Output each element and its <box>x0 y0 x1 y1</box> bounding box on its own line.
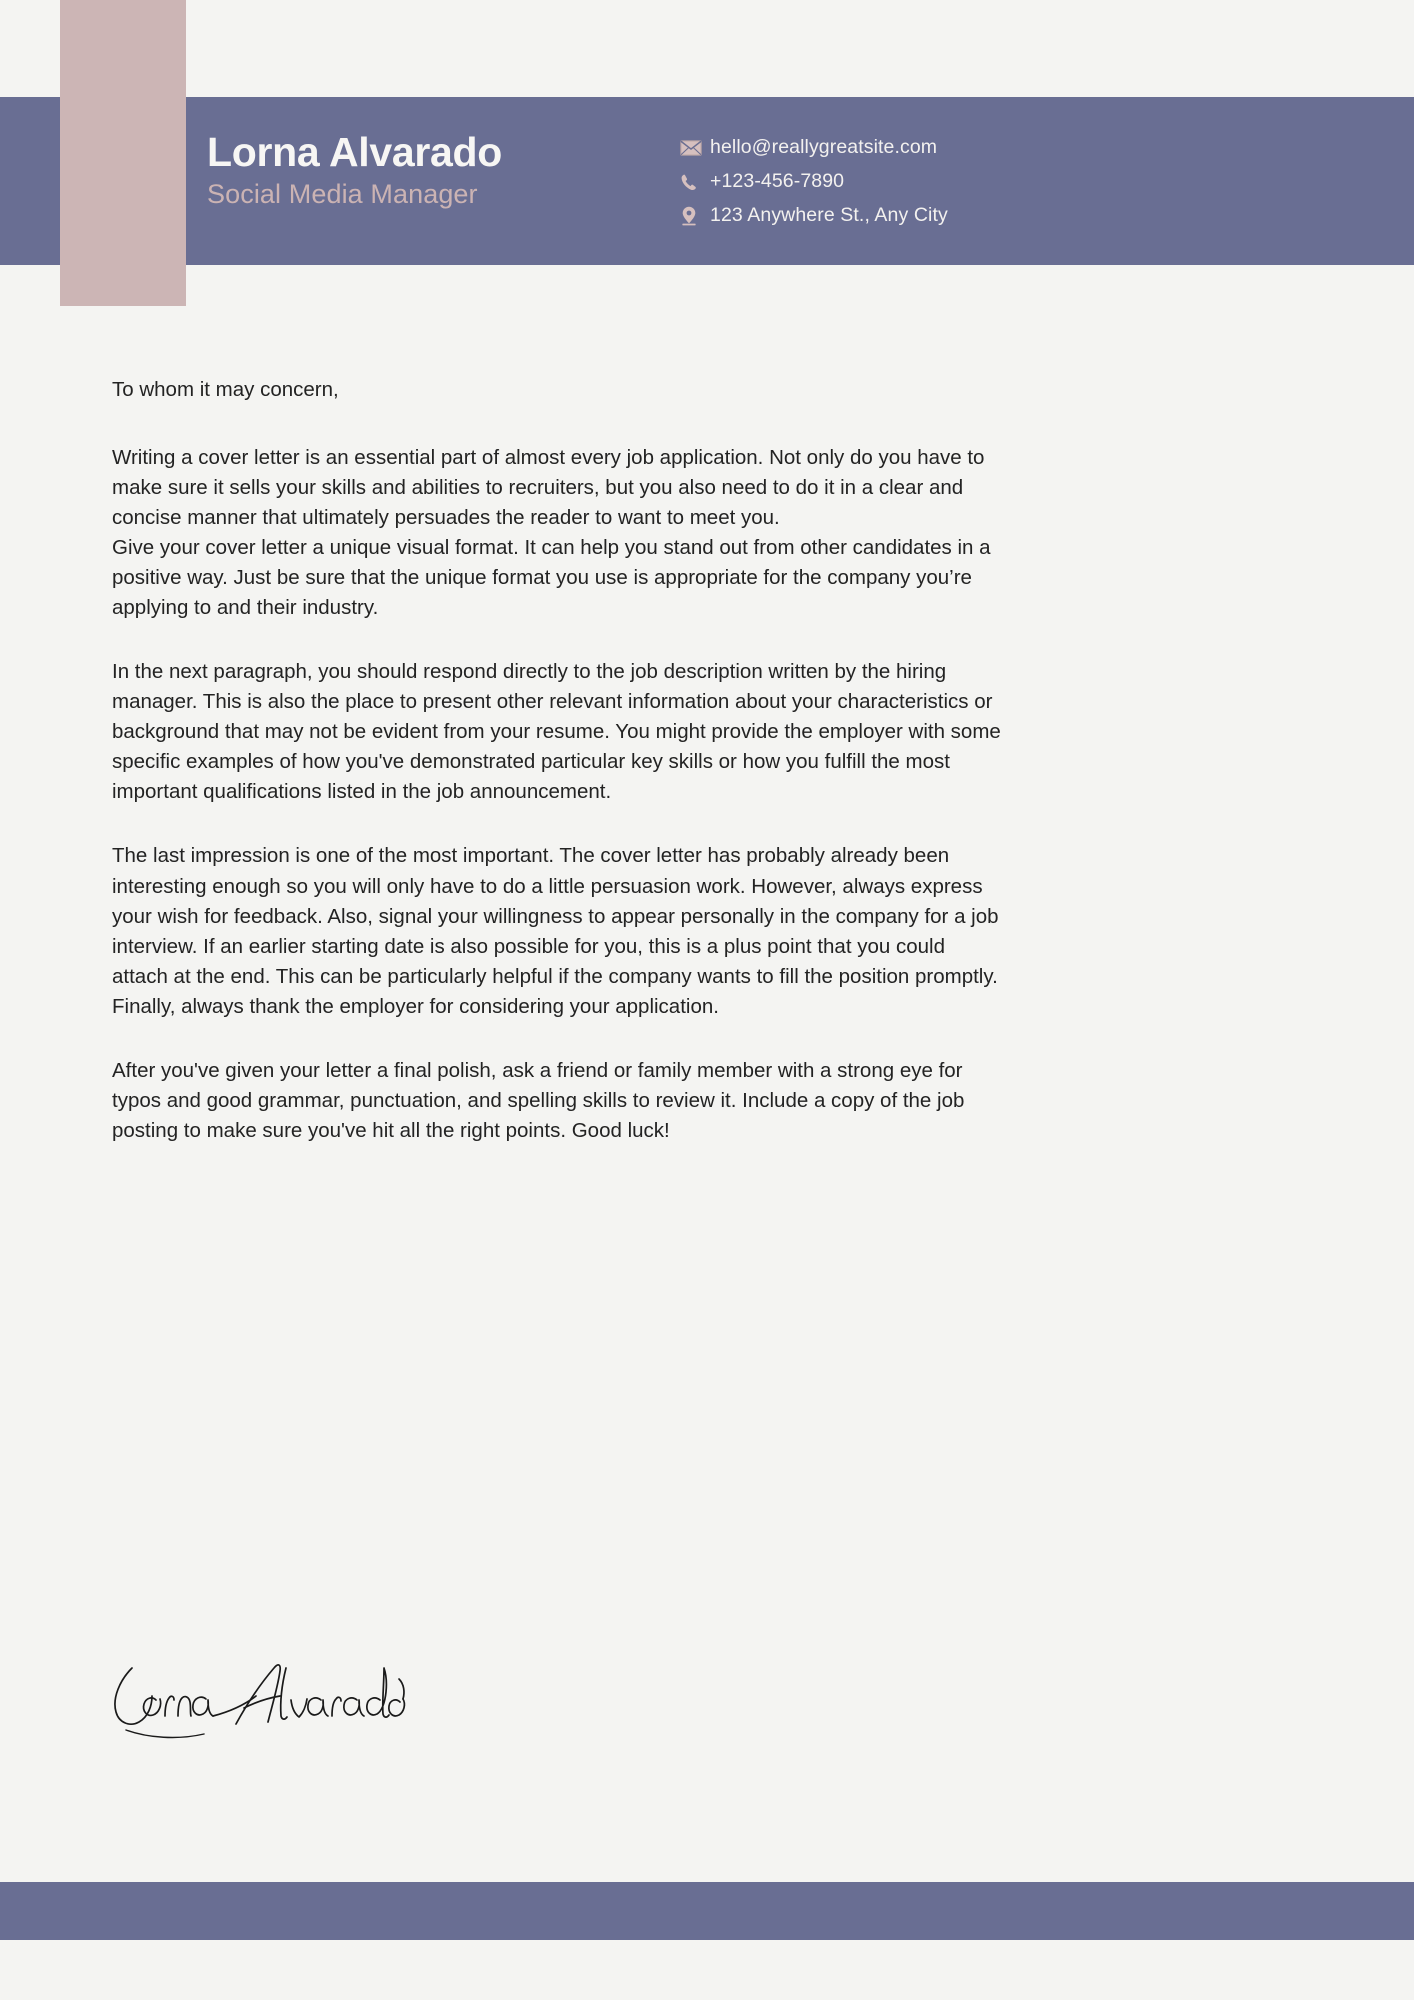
contact-list <box>680 137 948 227</box>
spacer <box>112 405 1002 443</box>
letter-paragraph-2: Give your cover letter a unique visual format. It can help you stand out from other candidates in a positive way. Just be sure that the unique format you use is appropriate for the company you’re applying to and their industry. <box>112 536 991 620</box>
spacer <box>112 623 1002 657</box>
contact-item-address[interactable] <box>680 205 948 227</box>
letter-paragraph-1: Writing a cover letter is an essential part of almost every job application. Not only do you have to make sure it sells your skills and abilities to recruiters, but you also need to do it in a clear and concise manner that ultimately persuades the reader to want to meet you. <box>112 446 985 530</box>
location-pin-icon <box>680 206 710 226</box>
letter-paragraph-5: Finally, always thank the employer for considering your application. <box>112 994 719 1018</box>
phone-icon <box>680 173 710 192</box>
letter-paragraph-3: In the next paragraph, you should respond directly to the job description written by the hiring manager. This is also the place to present other relevant information about your characteristics or background that may not be evident from your resume. You might provide the employer with some specific examples of how you've demonstrated particular key skills or how you fulfill the most important qualifications listed in the job announcement. <box>112 660 1001 804</box>
footer-band <box>0 1882 1414 1940</box>
letter-paragraph-6: After you've given your letter a final polish, ask a friend or family member with a strong eye for typos and good grammar, punctuation, and spelling skills to review it. Include a copy of the job posting to make sure you've hit all the right points. Good luck! <box>112 1058 965 1142</box>
letter-salutation: To whom it may concern, <box>112 378 339 401</box>
letter-paragraph-4: The last impression is one of the most important. The cover letter has probably already been interesting enough so you will only have to do a little persuasion work. However, always express your wish for feedback. Also, signal your willingness to appear personally in the company for a job interview. If an earlier starting date is also possible for you, this is a plus point that you could attach at the end. This can be particularly helpful if the company wants to fill the position promptly. <box>112 844 999 988</box>
contact-item-phone[interactable] <box>680 171 948 193</box>
page-title: Lorna Alvarado <box>207 129 503 175</box>
signature <box>108 1638 448 1748</box>
letter-body <box>112 375 1002 1146</box>
contact-address-label: 123 Anywhere St., Any City <box>710 204 948 227</box>
spacer <box>112 807 1002 841</box>
contact-item-email[interactable] <box>680 137 948 159</box>
envelope-icon <box>680 140 710 156</box>
contact-phone-label: +123-456-7890 <box>710 170 845 193</box>
job-title: Social Media Manager <box>207 179 478 210</box>
spacer <box>112 1022 1002 1056</box>
header <box>0 97 1414 265</box>
identity-block <box>207 131 647 210</box>
contact-email-label: hello@reallygreatsite.com <box>710 136 938 159</box>
